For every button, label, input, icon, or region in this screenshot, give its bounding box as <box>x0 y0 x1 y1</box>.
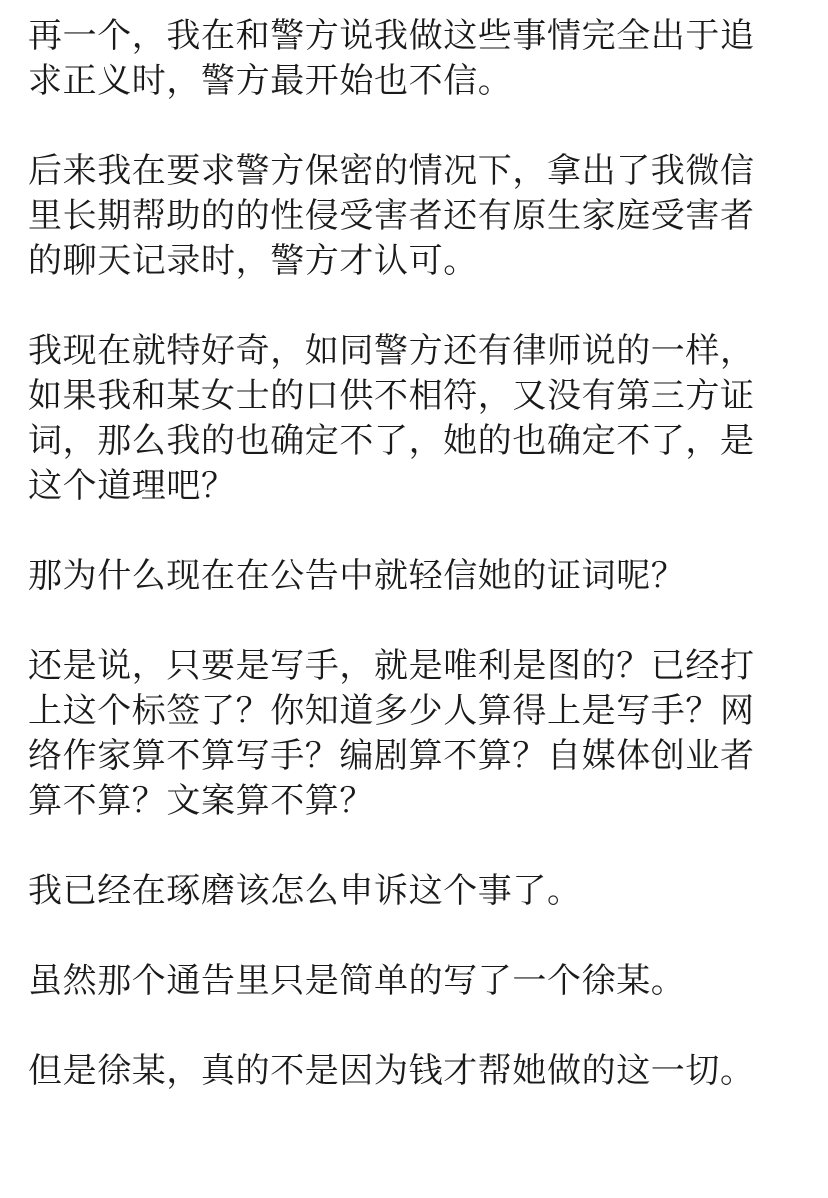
paragraph-5 <box>28 644 818 824</box>
text-line: 这个道理吧？ <box>28 466 236 506</box>
text-line: 虽然那个通告里只是简单的写了一个徐某。 <box>28 961 686 1001</box>
text-line: 的聊天记录时，警方才认可。 <box>28 241 478 281</box>
text-line: 我现在就特好奇，如同警方还有律师说的一样， <box>28 331 755 371</box>
paragraph-1 <box>28 14 818 104</box>
text-line: 络作家算不算写手？编剧算不算？自媒体创业者 <box>28 736 755 776</box>
paragraph-8 <box>28 1049 818 1094</box>
text-line: 但是徐某，真的不是因为钱才帮她做的这一切。 <box>28 1051 755 1091</box>
text-line: 那为什么现在在公告中就轻信她的证词呢？ <box>28 556 686 596</box>
paragraph-6 <box>28 869 818 914</box>
text-line: 还是说，只要是写手，就是唯利是图的？已经打 <box>28 646 755 686</box>
paragraph-4 <box>28 554 818 599</box>
text-line: 上这个标签了？你知道多少人算得上是写手？网 <box>28 691 755 731</box>
text-line: 算不算？文案算不算？ <box>28 781 374 821</box>
article-body <box>28 14 818 1139</box>
paragraph-3 <box>28 329 818 509</box>
text-line: 求正义时，警方最开始也不信。 <box>28 61 513 101</box>
text-line: 后来我在要求警方保密的情况下，拿出了我微信 <box>28 151 755 191</box>
text-line: 我已经在琢磨该怎么申诉这个事了。 <box>28 871 582 911</box>
text-line: 如果我和某女士的口供不相符，又没有第三方证 <box>28 376 755 416</box>
paragraph-7 <box>28 959 818 1004</box>
paragraph-2 <box>28 149 818 284</box>
text-line: 词，那么我的也确定不了，她的也确定不了，是 <box>28 421 755 461</box>
text-line: 里长期帮助的的性侵受害者还有原生家庭受害者 <box>28 196 755 236</box>
text-line: 再一个，我在和警方说我做这些事情完全出于追 <box>28 16 755 56</box>
